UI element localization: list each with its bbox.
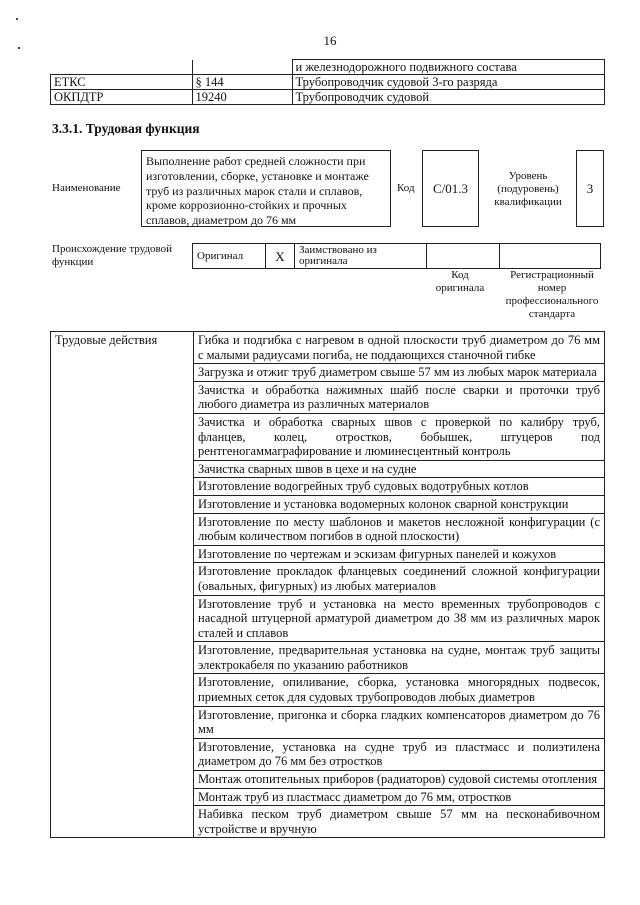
list-item: Изготовление по чертежам и эскизам фигурных панелей и кожухов	[194, 545, 605, 563]
list-item: Зачистка и обработка сварных швов с проверкой по калибру труб, фланцев, колец, отростков, бобышек, штуцеров под рентгеногаммаграфирование и люминесцентный контроль	[194, 413, 605, 460]
list-item: Изготовление труб и установка на место временных трубопроводов с насадной штуцерной арматурой диаметром до 38 мм из различных марок сталей и сплавов	[194, 595, 605, 642]
original-mark: X	[266, 244, 295, 269]
list-item: Гибка и подгибка с нагревом в одной плоскости труб диаметром до 76 мм с малыми радиусами погиба, не поддающихся станочной гибке	[194, 332, 605, 364]
list-item: Изготовление, установка на судне труб из пластмасс и полиэтилена диаметром до 76 мм без отростков	[194, 738, 605, 770]
table-row	[51, 332, 605, 364]
list-item: Изготовление по месту шаблонов и макетов несложной конфигурации (с любым количеством погибов в одной плоскости)	[194, 513, 605, 545]
qualification-level-value: 3	[576, 150, 604, 227]
qualification-level-label: Уровень (подуровень) квалификации	[494, 170, 562, 208]
reg-number-label: Регистрационный номер профессионального стандарта	[505, 269, 599, 320]
name-label: Наименование	[52, 182, 121, 194]
list-item: Изготовление водогрейных труб судовых водотрубных котлов	[194, 478, 605, 496]
list-item: Набивка песком труб диаметром свыше 57 мм на песконабивочном устройстве и вручную	[194, 806, 605, 838]
list-item: Изготовление прокладок фланцевых соединений сложной конфигурации (овальных, фигурных) из любых материалов	[194, 563, 605, 595]
original-label: Оригинал	[193, 244, 266, 269]
code-original-label: Код оригинала	[435, 269, 485, 294]
table-row: ЕТКС § 144 Трубопроводчик судовой 3-го разряда	[51, 75, 605, 90]
origin-label: Происхождение трудовой функции	[52, 243, 173, 268]
scan-speck	[16, 18, 18, 20]
reg-number-cell	[500, 244, 601, 269]
list-item: Зачистка и обработка нажимных шайб после сварки и проточки труб любого диаметра из различных материалов	[194, 381, 605, 413]
list-item: Изготовление и установка водомерных колонок сварной конструкции	[194, 495, 605, 513]
scan-speck	[18, 47, 20, 49]
classification-table	[50, 59, 605, 105]
list-item: Загрузка и отжиг труб диаметром свыше 57 мм из любых марок материала	[194, 364, 605, 382]
list-item: Изготовление, предварительная установка на судне, монтаж труб защиты электрокабеля по указанию работников	[194, 642, 605, 674]
table-row: и железнодорожного подвижного состава	[51, 60, 605, 75]
origin-table	[192, 243, 601, 269]
labor-actions-table	[50, 331, 605, 838]
function-name-value: Выполнение работ средней сложности при изготовлении, сборке, установке и монтаже труб из различных марок стали и сплавов, кроме коррозионно-стойких и прочных сплавов, диаметром до 76 мм	[141, 150, 391, 227]
borrowed-label: Заимствовано из оригинала	[295, 244, 427, 269]
list-item: Изготовление, пригонка и сборка гладких компенсаторов диаметром до 76 мм	[194, 706, 605, 738]
page-number: 16	[323, 33, 337, 48]
list-item: Монтаж отопительных приборов (радиаторов) судовой системы отопления	[194, 771, 605, 789]
table-row: ОКПДТР 19240 Трубопроводчик судовой	[51, 90, 605, 105]
code-label: Код	[397, 182, 415, 194]
code-original-cell	[427, 244, 500, 269]
list-item: Зачистка сварных швов в цехе и на судне	[194, 460, 605, 478]
list-item: Монтаж труб из пластмасс диаметром до 76 мм, отростков	[194, 788, 605, 806]
section-title: 3.3.1. Трудовая функция	[52, 121, 200, 136]
table-row	[193, 244, 601, 269]
list-item: Изготовление, опиливание, сборка, установка многорядных подвесок, приемных сеток для судовых трубопроводов любых диаметров	[194, 674, 605, 706]
function-code-value: C/01.3	[422, 150, 479, 227]
labor-actions-header: Трудовые действия	[51, 332, 194, 838]
